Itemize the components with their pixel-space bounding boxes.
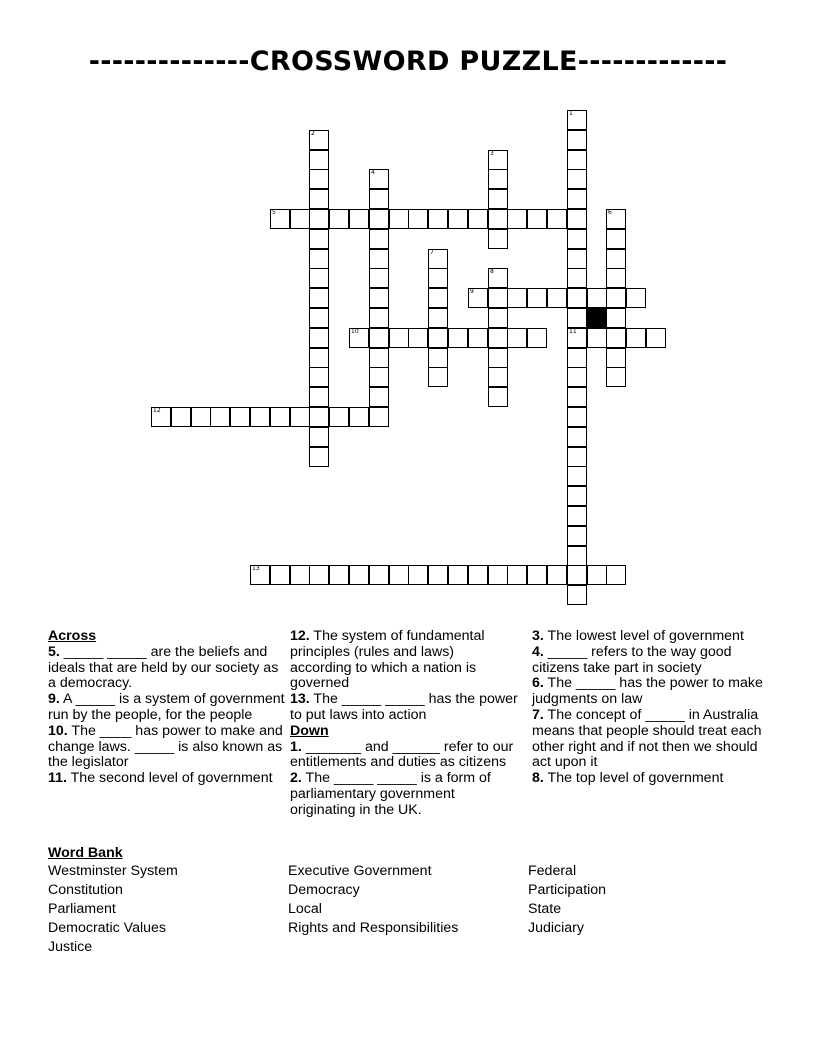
crossword-cell[interactable] <box>309 447 329 467</box>
crossword-cell[interactable] <box>488 565 508 585</box>
crossword-cell[interactable] <box>606 367 626 387</box>
crossword-cell[interactable] <box>488 387 508 407</box>
crossword-cell[interactable] <box>428 209 448 229</box>
word-bank-column-2 <box>288 862 518 938</box>
crossword-cell[interactable] <box>309 169 329 189</box>
crossword-cell[interactable] <box>329 407 349 427</box>
crossword-cell[interactable] <box>488 328 508 348</box>
crossword-cell[interactable] <box>309 130 329 150</box>
crossword-cell[interactable] <box>309 308 329 328</box>
word-bank-item: Federal <box>528 863 577 879</box>
crossword-cell[interactable] <box>369 209 389 229</box>
crossword-cell[interactable] <box>527 209 547 229</box>
crossword-cell[interactable] <box>171 407 191 427</box>
clue-across-5: 5. _____ _____ are the beliefs and ideals that are held by our society as a democracy. <box>48 643 279 692</box>
crossword-cell[interactable] <box>488 367 508 387</box>
crossword-cell[interactable] <box>309 348 329 368</box>
crossword-cell[interactable] <box>270 209 290 229</box>
across-heading: Across <box>48 628 97 644</box>
crossword-cell[interactable] <box>606 328 626 348</box>
crossword-cell[interactable] <box>309 249 329 269</box>
crossword-cell[interactable] <box>309 189 329 209</box>
clue-number: 10 <box>351 328 359 335</box>
crossword-cell[interactable] <box>349 407 369 427</box>
clue-down-4: 4. _____ refers to the way good citizens take part in society <box>532 643 732 676</box>
crossword-cell[interactable] <box>587 565 607 585</box>
crossword-cell[interactable] <box>290 209 310 229</box>
crossword-cell[interactable] <box>448 328 468 348</box>
word-bank-item: Constitution <box>48 882 123 898</box>
word-bank-item: Justice <box>48 939 93 955</box>
crossword-cell[interactable] <box>567 249 587 269</box>
word-bank-item: Executive Government <box>288 863 432 879</box>
crossword-cell[interactable] <box>349 565 369 585</box>
crossword-cell[interactable] <box>468 209 488 229</box>
clue-number: 13 <box>252 565 260 572</box>
crossword-cell[interactable] <box>488 268 508 288</box>
crossword-cell[interactable] <box>567 110 587 130</box>
crossword-cell[interactable] <box>567 288 587 308</box>
clue-across-13: 13. The _____ _____ has the power to put laws into action <box>290 691 518 723</box>
word-bank-item: Parliament <box>48 901 116 917</box>
crossword-cell[interactable] <box>369 268 389 288</box>
crossword-cell[interactable] <box>488 308 508 328</box>
clue-number: 12 <box>153 407 161 414</box>
word-bank-column-1 <box>48 862 278 957</box>
clue-down-6: 6. The _____ has the power to make judgments on law <box>532 675 763 708</box>
crossword-cell[interactable] <box>369 229 389 249</box>
crossword-cell[interactable] <box>488 229 508 249</box>
crossword-cell[interactable] <box>349 328 369 348</box>
crossword-cell[interactable] <box>488 150 508 170</box>
crossword-cell[interactable] <box>369 169 389 189</box>
crossword-cell[interactable] <box>567 308 587 328</box>
crossword-cell[interactable] <box>428 367 448 387</box>
crossword-cell[interactable] <box>606 268 626 288</box>
crossword-cell[interactable] <box>567 585 587 605</box>
crossword-cell[interactable] <box>369 249 389 269</box>
page-title: --------------CROSSWORD PUZZLE------------- <box>88 46 728 77</box>
crossword-cell[interactable] <box>587 288 607 308</box>
crossword-cell[interactable] <box>309 150 329 170</box>
clue-number: 9 <box>470 288 474 295</box>
crossword-cell[interactable] <box>567 367 587 387</box>
crossword-cell[interactable] <box>290 565 310 585</box>
crossword-cell[interactable] <box>527 565 547 585</box>
crossword-cell[interactable] <box>191 407 211 427</box>
crossword-cell[interactable] <box>389 328 409 348</box>
crossword-cell[interactable] <box>488 209 508 229</box>
crossword-cell[interactable] <box>290 407 310 427</box>
clue-number: 6 <box>608 209 612 216</box>
crossword-cell[interactable] <box>567 427 587 447</box>
crossword-cell[interactable] <box>626 288 646 308</box>
crossword-cell[interactable] <box>567 169 587 189</box>
crossword-cell[interactable] <box>309 407 329 427</box>
crossword-cell[interactable] <box>151 407 171 427</box>
crossword-cell[interactable] <box>567 150 587 170</box>
crossword-cell[interactable] <box>468 288 488 308</box>
clue-across-11: 11. The second level of government <box>48 770 273 787</box>
crossword-cell[interactable] <box>349 209 369 229</box>
crossword-cell[interactable] <box>250 407 270 427</box>
word-bank-item: Participation <box>528 882 607 898</box>
clue-number: 1 <box>569 110 573 117</box>
crossword-cell[interactable] <box>606 288 626 308</box>
black-square <box>587 308 607 328</box>
crossword-cell[interactable] <box>369 189 389 209</box>
crossword-cell[interactable] <box>369 565 389 585</box>
crossword-cell[interactable] <box>309 387 329 407</box>
crossword-cell[interactable] <box>270 565 290 585</box>
crossword-cell[interactable] <box>547 288 567 308</box>
crossword-cell[interactable] <box>369 367 389 387</box>
clues-column-1 <box>48 629 288 787</box>
crossword-cell[interactable] <box>428 348 448 368</box>
crossword-cell[interactable] <box>270 407 290 427</box>
crossword-cell[interactable] <box>606 209 626 229</box>
clues-column-2 <box>290 629 518 819</box>
crossword-cell[interactable] <box>567 526 587 546</box>
clue-number: 3 <box>490 150 494 157</box>
crossword-cell[interactable] <box>428 249 448 269</box>
crossword-cell[interactable] <box>309 565 329 585</box>
word-bank-item: Judiciary <box>528 920 584 936</box>
word-bank-item: Rights and Responsibilities <box>288 920 459 936</box>
word-bank-title: Word Bank <box>48 845 123 861</box>
crossword-cell[interactable] <box>567 209 587 229</box>
crossword-cell[interactable] <box>329 209 349 229</box>
clue-number: 2 <box>311 130 315 137</box>
crossword-cell[interactable] <box>448 209 468 229</box>
crossword-cell[interactable] <box>567 565 587 585</box>
crossword-cell[interactable] <box>567 546 587 566</box>
crossword-cell[interactable] <box>309 328 329 348</box>
crossword-cell[interactable] <box>567 486 587 506</box>
clue-across-10: 10. The ____ has power to make and change laws. _____ is also known as the legislator <box>48 722 283 771</box>
word-bank-item: Democratic Values <box>48 920 167 936</box>
crossword-cell[interactable] <box>507 209 527 229</box>
crossword-cell[interactable] <box>408 565 428 585</box>
crossword-cell[interactable] <box>547 565 567 585</box>
clue-down-3: 3. The lowest level of government <box>532 628 744 644</box>
clue-number: 8 <box>490 268 494 275</box>
crossword-cell[interactable] <box>488 169 508 189</box>
crossword-cell[interactable] <box>507 565 527 585</box>
crossword-cell[interactable] <box>369 387 389 407</box>
crossword-cell[interactable] <box>567 506 587 526</box>
down-heading: Down <box>290 722 329 739</box>
crossword-cell[interactable] <box>230 407 250 427</box>
crossword-cell[interactable] <box>567 130 587 150</box>
crossword-cell[interactable] <box>488 288 508 308</box>
clue-down-1: 1. _______ and ______ refer to our entitlements and duties as citizens <box>290 738 514 771</box>
crossword-cell[interactable] <box>606 348 626 368</box>
crossword-cell[interactable] <box>448 565 468 585</box>
crossword-cell[interactable] <box>567 328 587 348</box>
crossword-cell[interactable] <box>369 328 389 348</box>
crossword-cell[interactable] <box>488 189 508 209</box>
crossword-cell[interactable] <box>408 209 428 229</box>
crossword-cell[interactable] <box>369 288 389 308</box>
crossword-cell[interactable] <box>250 565 270 585</box>
crossword-cell[interactable] <box>646 328 666 348</box>
clues-column-3 <box>532 629 766 787</box>
crossword-cell[interactable] <box>527 328 547 348</box>
crossword-cell[interactable] <box>567 447 587 467</box>
crossword-cell[interactable] <box>309 367 329 387</box>
crossword-cell[interactable] <box>567 407 587 427</box>
crossword-cell[interactable] <box>507 328 527 348</box>
crossword-cell[interactable] <box>606 308 626 328</box>
crossword-cell[interactable] <box>428 565 448 585</box>
crossword-cell[interactable] <box>547 209 567 229</box>
crossword-cell[interactable] <box>369 308 389 328</box>
crossword-cell[interactable] <box>210 407 230 427</box>
crossword-cell[interactable] <box>408 328 428 348</box>
crossword-cell[interactable] <box>567 387 587 407</box>
crossword-cell[interactable] <box>606 249 626 269</box>
clue-number: 11 <box>569 328 577 335</box>
clue-number: 4 <box>371 169 375 176</box>
crossword-cell[interactable] <box>567 348 587 368</box>
clue-across-9: 9. A _____ is a system of government run by the people, for the people <box>48 691 285 723</box>
crossword-cell[interactable] <box>567 466 587 486</box>
crossword-cell[interactable] <box>309 229 329 249</box>
word-bank-item: State <box>528 901 562 917</box>
crossword-cell[interactable] <box>507 288 527 308</box>
crossword-cell[interactable] <box>488 348 508 368</box>
crossword-cell[interactable] <box>606 229 626 249</box>
word-bank-column-3 <box>528 862 758 938</box>
clue-number: 7 <box>430 249 434 256</box>
crossword-cell[interactable] <box>309 427 329 447</box>
crossword-cell[interactable] <box>567 189 587 209</box>
crossword-cell[interactable] <box>527 288 547 308</box>
crossword-cell[interactable] <box>567 268 587 288</box>
word-bank-item: Local <box>288 901 322 917</box>
crossword-cell[interactable] <box>309 268 329 288</box>
crossword-cell[interactable] <box>468 565 488 585</box>
clue-number: 5 <box>272 209 276 216</box>
crossword-cell[interactable] <box>468 328 488 348</box>
crossword-cell[interactable] <box>428 288 448 308</box>
crossword-cell[interactable] <box>329 565 349 585</box>
crossword-cell[interactable] <box>428 268 448 288</box>
clue-down-7: 7. The concept of _____ in Australia means that people should treat each other right and if not then we should act upon it <box>532 706 762 771</box>
crossword-cell[interactable] <box>389 565 409 585</box>
crossword-cell[interactable] <box>369 348 389 368</box>
crossword-cell[interactable] <box>606 565 626 585</box>
crossword-cell[interactable] <box>626 328 646 348</box>
crossword-cell[interactable] <box>428 308 448 328</box>
crossword-cell[interactable] <box>309 209 329 229</box>
clue-down-2: 2. The _____ _____ is a form of parliamentary government originating in the UK. <box>290 770 491 818</box>
crossword-cell[interactable] <box>428 328 448 348</box>
crossword-cell[interactable] <box>587 328 607 348</box>
crossword-cell[interactable] <box>369 407 389 427</box>
crossword-cell[interactable] <box>309 288 329 308</box>
clue-across-12: 12. The system of fundamental principles (rules and laws) according to which a nation is governed <box>290 628 485 692</box>
word-bank-item: Democracy <box>288 882 360 898</box>
crossword-cell[interactable] <box>567 229 587 249</box>
word-bank-item: Westminster System <box>48 863 178 879</box>
crossword-cell[interactable] <box>389 209 409 229</box>
clue-down-8: 8. The top level of government <box>532 770 724 787</box>
